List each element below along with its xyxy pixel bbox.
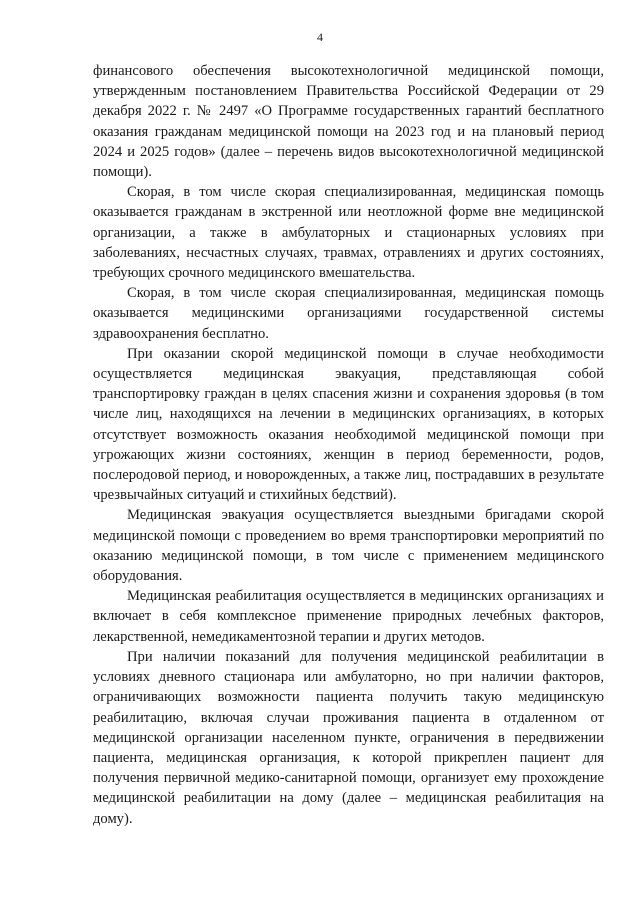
paragraph: При наличии показаний для получения медицинской реабилитации в условиях дневного стационара или амбулаторно, но при наличии факторов, ограничивающих возможности пациента получить такую медицинскую реабилитацию, включая случаи проживания пациента в отдаленном от медицинской организации населенном пункте, ограничения в передвижении пациента, медицинская организация, к которой прикреплен пациент для получения первичной медико-санитарной помощи, организует ему прохождение медицинской реабилитации на дому (далее – медицинская реабилитация на дому).	[93, 648, 604, 827]
document-body	[93, 61, 604, 829]
paragraph-continuation: финансового обеспечения высокотехнологичной медицинской помощи, утвержденным постановлением Правительства Российской Федерации от 29 декабря 2022 г. № 2497 «О Программе государственных гарантий бесплатного оказания гражданам медицинской помощи на 2023 год и на плановый период 2024 и 2025 годов» (далее – перечень видов высокотехнологичной медицинской помощи).	[93, 63, 604, 181]
page-number: 4	[317, 30, 323, 44]
paragraph: Медицинская эвакуация осуществляется выездными бригадами скорой медицинской помощи с проведением во время транспортировки мероприятий по оказанию медицинской помощи, в том числе с применением медицинского оборудования.	[93, 507, 604, 585]
paragraph: Скорая, в том числе скорая специализированная, медицинская помощь оказывается гражданам в экстренной или неотложной форме вне медицинской организации, а также в амбулаторных и стационарных условиях при заболеваниях, несчастных случаях, травмах, отравлениях и других состояниях, требующих срочного медицинского вмешательства.	[93, 184, 604, 282]
paragraph: Скорая, в том числе скорая специализированная, медицинская помощь оказывается медицинскими организациями государственной системы здравоохранения бесплатно.	[93, 285, 604, 342]
paragraph: При оказании скорой медицинской помощи в случае необходимости осуществляется медицинская эвакуация, представляющая собой транспортировку граждан в целях спасения жизни и сохранения здоровья (в том числе лиц, находящихся на лечении в медицинских организациях, в которых отсутствует возможность оказания необходимой медицинской помощи при угрожающих жизни состояниях, женщин в период беременности, родов, послеродовой период, и новорожденных, а также лиц, пострадавших в результате чрезвычайных ситуаций и стихийных бедствий).	[93, 345, 604, 504]
paragraph: Медицинская реабилитация осуществляется в медицинских организациях и включает в себя комплексное применение природных лечебных факторов, лекарственной, немедикаментозной терапии и других методов.	[93, 588, 604, 645]
